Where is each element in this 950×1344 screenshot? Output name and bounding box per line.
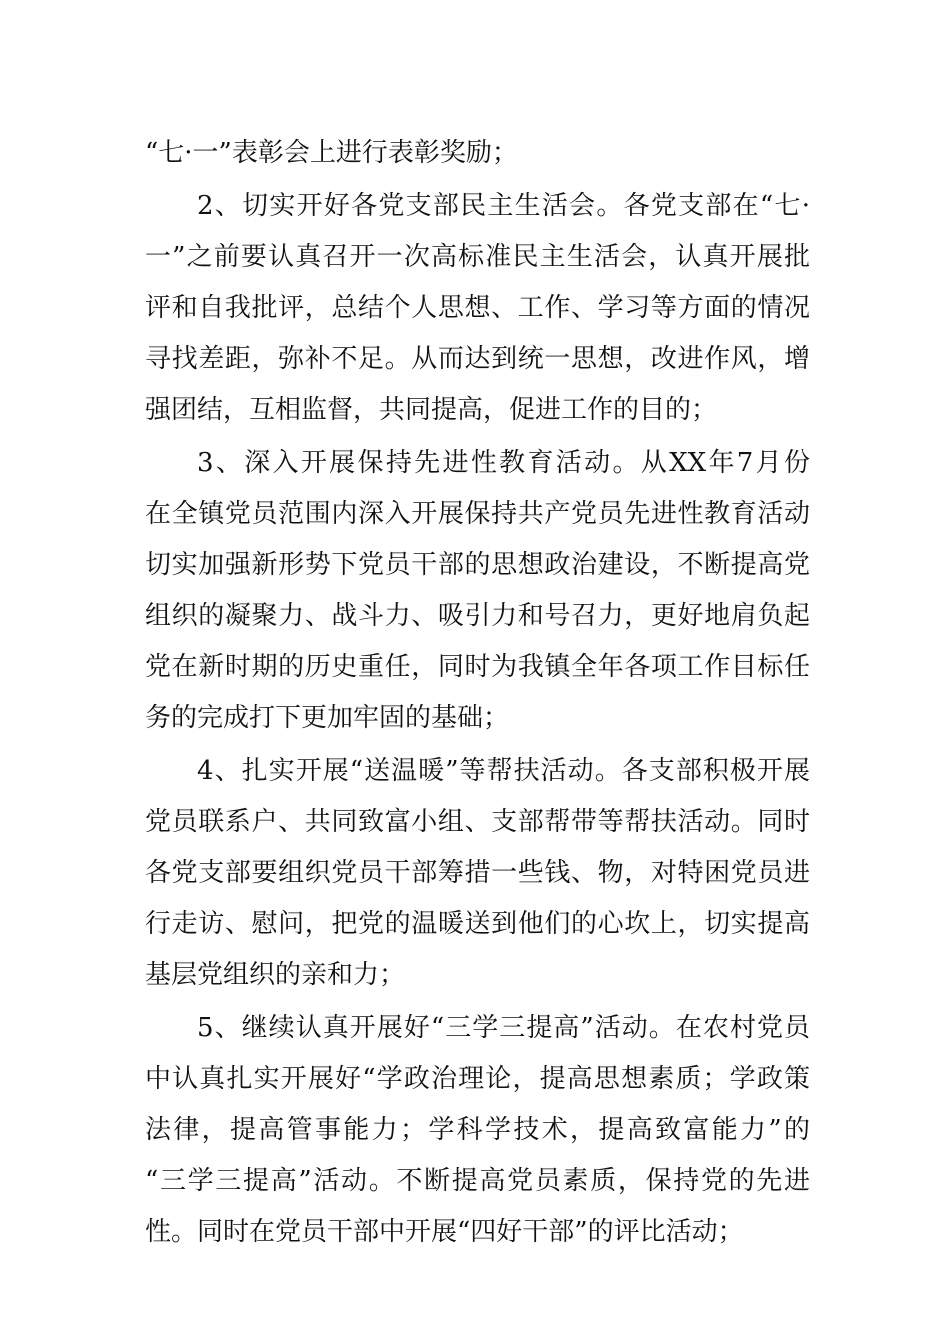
text-line: 各党支部要组织党员干部筹措一些钱、物，对特困党员进 <box>145 858 810 888</box>
text-line: 切实加强新形势下党员干部的思想政治建设，不断提高党 <box>145 550 810 580</box>
text-line: 基层党组织的亲和力； <box>145 960 406 990</box>
text-line: 强团结，互相监督，共同提高，促进工作的目的； <box>145 395 718 425</box>
text-line: 性。同时在党员干部中开展“四好干部”的评比活动； <box>145 1217 744 1247</box>
text-line: 一”之前要认真召开一次高标准民主生活会，认真开展批 <box>145 242 810 272</box>
text-line: 务的完成打下更加牢固的基础； <box>145 703 510 733</box>
text-line: 行走访、慰问，把党的温暖送到他们的心坎上，切实提高 <box>145 909 810 939</box>
document-body <box>145 128 810 1258</box>
text-line: 中认真扎实开展好“学政治理论，提高思想素质；学政策 <box>145 1064 810 1094</box>
text-line: “七·一”表彰会上进行表彰奖励； <box>145 138 518 168</box>
text-line: “三学三提高”活动。不断提高党员素质，保持党的先进 <box>145 1166 810 1196</box>
text-line: 党在新时期的历史重任，同时为我镇全年各项工作目标任 <box>145 652 810 682</box>
text-line: 组织的凝聚力、战斗力、吸引力和号召力，更好地肩负起 <box>145 601 810 631</box>
text-line: 4、扎实开展“送温暖”等帮扶活动。各支部积极开展 <box>197 756 810 786</box>
text-line: 党员联系户、共同致富小组、支部帮带等帮扶活动。同时 <box>145 807 810 837</box>
text-line: 2、切实开好各党支部民主生活会。各党支部在“七· <box>197 191 810 221</box>
text-line: 在全镇党员范围内深入开展保持共产党员先进性教育活动 <box>145 499 810 529</box>
text-line: 评和自我批评，总结个人思想、工作、学习等方面的情况 <box>145 293 810 323</box>
text-line: 法律，提高管事能力；学科学技术，提高致富能力”的 <box>145 1115 810 1145</box>
text-line: 5、继续认真开展好“三学三提高”活动。在农村党员 <box>197 1013 810 1043</box>
text-line: 寻找差距，弥补不足。从而达到统一思想，改进作风，增 <box>145 344 810 374</box>
text-line: 3、深入开展保持先进性教育活动。从XX年7月份 <box>197 448 810 478</box>
